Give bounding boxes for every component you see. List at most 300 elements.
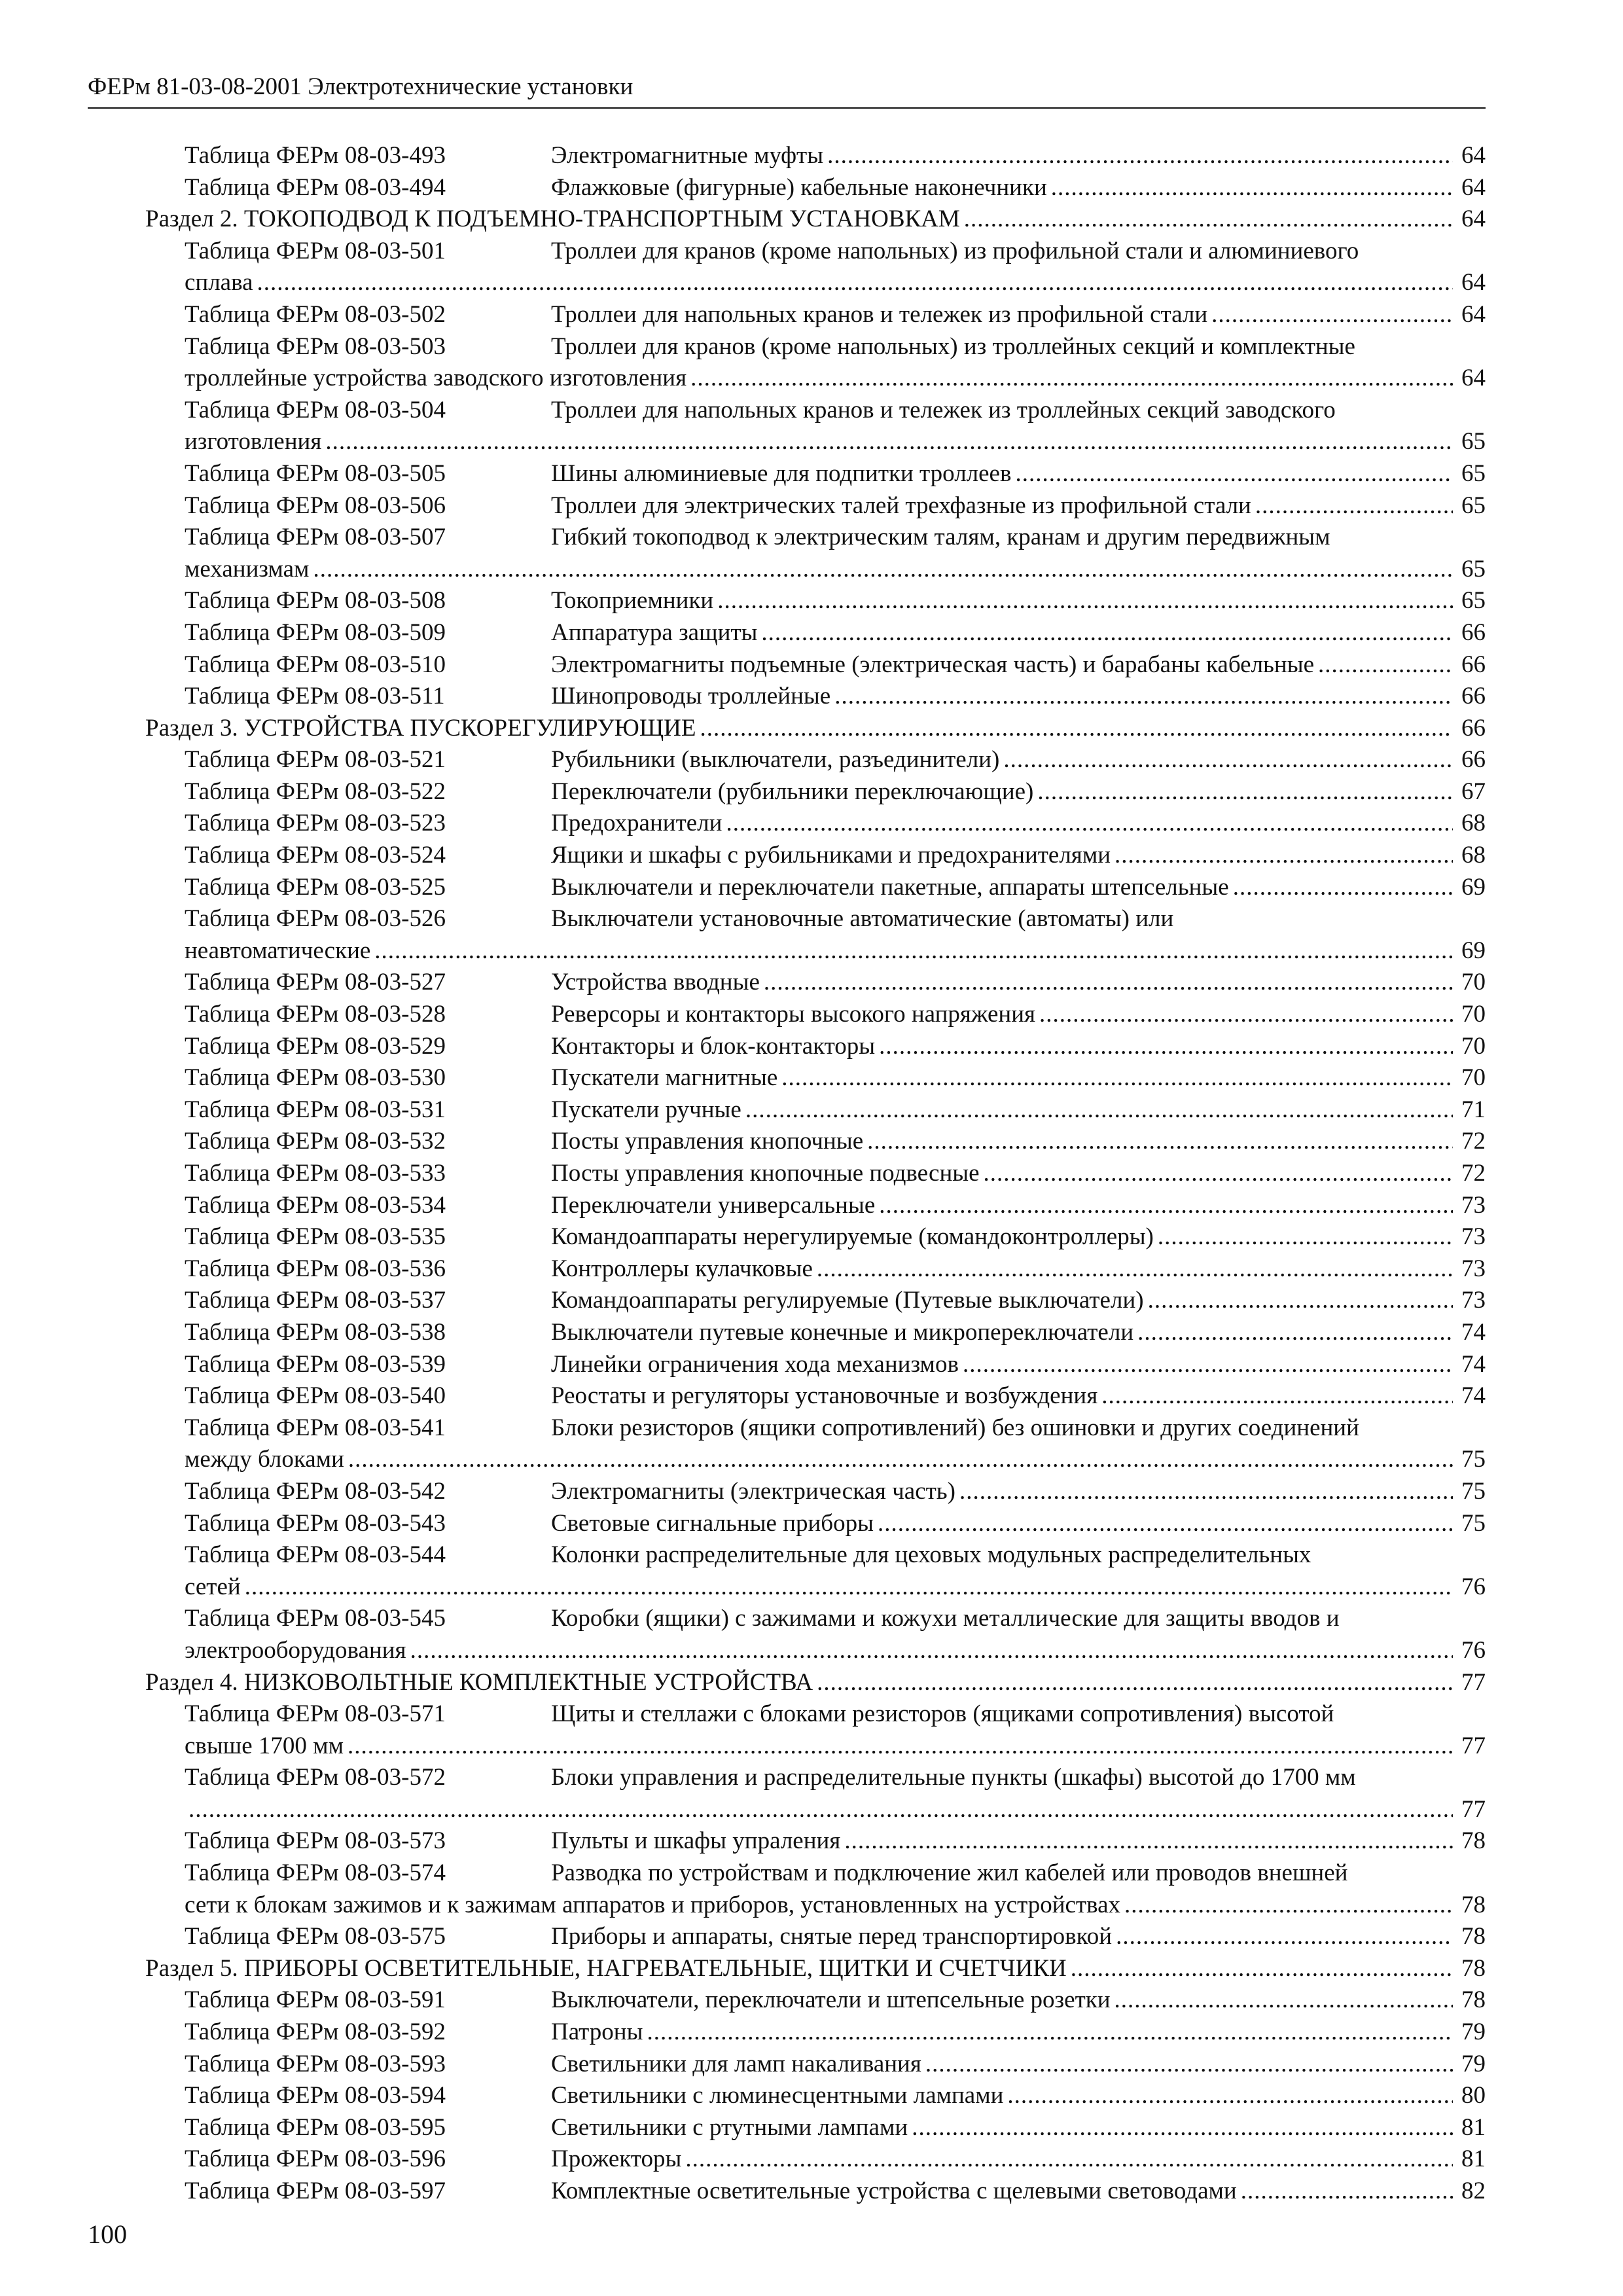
toc-entry[interactable] xyxy=(145,299,1486,331)
leader-dots xyxy=(999,744,1453,776)
table-ref: Таблица ФЕРм 08-03-534 xyxy=(185,1191,446,1219)
toc-fill xyxy=(551,140,1453,172)
entry-title: Светильники для ламп накаливания xyxy=(551,2050,921,2077)
page-ref: 82 xyxy=(1461,2178,1486,2204)
entry-title: Шинопроводы троллейные xyxy=(551,683,831,710)
entry-title-continued: неавтоматические xyxy=(185,937,371,964)
entry-title: Электромагнитные муфты xyxy=(551,142,824,169)
toc-fill xyxy=(551,1190,1453,1222)
toc-entry[interactable] xyxy=(145,1349,1486,1381)
running-header xyxy=(88,71,1486,109)
toc-fill xyxy=(551,2176,1453,2208)
toc-entry[interactable] xyxy=(145,2112,1486,2144)
entry-title: Аппаратура защиты xyxy=(551,619,758,646)
leader-dots xyxy=(777,1062,1453,1094)
entry-title-continued: электрооборудования xyxy=(185,1636,406,1664)
entry-title: Командоаппараты нерегулируемые (командоконтроллеры) xyxy=(551,1223,1154,1251)
table-ref: Таблица ФЕРм 08-03-531 xyxy=(185,1096,446,1123)
toc-fill xyxy=(551,1412,1486,1444)
toc-entry[interactable] xyxy=(145,1890,1486,1922)
toc-entry[interactable] xyxy=(145,2049,1486,2081)
toc-fill xyxy=(551,903,1486,935)
table-ref: Таблица ФЕРм 08-03-572 xyxy=(185,1764,446,1791)
toc-entry[interactable] xyxy=(145,1221,1486,1253)
leader-dots xyxy=(344,1731,1453,1763)
page-ref: 79 xyxy=(1461,2018,1486,2046)
page-ref: 78 xyxy=(1461,1954,1486,1982)
toc-entry[interactable] xyxy=(145,1698,1486,1731)
toc-fill xyxy=(551,2080,1453,2112)
toc-fill xyxy=(551,1603,1486,1635)
table-ref: Таблица ФЕРм 08-03-540 xyxy=(185,1382,446,1410)
toc-entry[interactable] xyxy=(145,1031,1486,1063)
table-ref: Таблица ФЕРм 08-03-542 xyxy=(185,1477,446,1505)
entry-title: Троллеи для напольных кранов и тележек из профильной стали xyxy=(551,300,1208,328)
leader-dots xyxy=(1251,490,1453,522)
table-ref: Таблица ФЕРм 08-03-502 xyxy=(185,300,446,328)
toc-fill xyxy=(551,1317,1453,1349)
toc-fill xyxy=(551,1476,1453,1508)
table-ref: Таблица ФЕРм 08-03-522 xyxy=(185,778,446,805)
toc-section[interactable] xyxy=(145,1953,1486,1985)
leader-dots xyxy=(813,1253,1453,1285)
toc-fill xyxy=(551,872,1453,904)
table-ref: Таблица ФЕРм 08-03-528 xyxy=(185,1001,446,1028)
entry-title: Троллеи для кранов (кроме напольных) из профильной стали и алюминиевого xyxy=(551,237,1359,264)
table-ref: Таблица ФЕРм 08-03-544 xyxy=(185,1541,446,1569)
toc-entry[interactable] xyxy=(145,1062,1486,1094)
page-ref: 64 xyxy=(1461,173,1486,201)
page-number: 100 xyxy=(88,2219,127,2249)
table-ref: Таблица ФЕРм 08-03-530 xyxy=(185,1064,446,1092)
page-ref: 70 xyxy=(1461,969,1486,996)
table-ref: Таблица ФЕРм 08-03-571 xyxy=(185,1700,446,1728)
table-ref: Таблица ФЕРм 08-03-501 xyxy=(185,237,446,264)
toc-entry[interactable] xyxy=(145,490,1486,522)
entry-title: Троллеи для кранов (кроме напольных) из троллейных секций и комплектные xyxy=(551,332,1355,360)
toc-fill xyxy=(551,1253,1453,1285)
toc-fill xyxy=(551,1031,1453,1063)
leader-dots xyxy=(908,2112,1453,2144)
toc-entry[interactable] xyxy=(145,1794,1486,1826)
table-ref: Таблица ФЕРм 08-03-536 xyxy=(185,1255,446,1282)
toc-entry[interactable] xyxy=(145,331,1486,363)
page-ref: 75 xyxy=(1461,1477,1486,1505)
toc-entry[interactable] xyxy=(145,1603,1486,1635)
entry-title: Прожекторы xyxy=(551,2145,682,2173)
page-ref: 65 xyxy=(1461,492,1486,519)
page-ref: 70 xyxy=(1461,1064,1486,1092)
entry-title: Ящики и шкафы с рубильниками и предохранителями xyxy=(551,842,1111,869)
leader-dots xyxy=(1133,1317,1453,1349)
table-ref: Таблица ФЕРм 08-03-503 xyxy=(185,332,446,360)
leader-dots xyxy=(875,1031,1453,1063)
leader-dots xyxy=(921,2049,1453,2081)
toc-entry[interactable] xyxy=(145,1508,1486,1540)
page-ref: 72 xyxy=(1461,1128,1486,1155)
page-ref: 66 xyxy=(1461,683,1486,710)
leader-dots xyxy=(863,1126,1453,1158)
toc-section[interactable] xyxy=(145,1667,1486,1699)
toc-fill xyxy=(551,1508,1453,1540)
leader-dots xyxy=(321,426,1453,458)
page-ref: 69 xyxy=(1461,873,1486,901)
entry-title: Шины алюминиевые для подпитки троллеев xyxy=(551,459,1012,487)
table-ref: Таблица ФЕРм 08-03-533 xyxy=(185,1160,446,1187)
toc-section[interactable] xyxy=(145,204,1486,236)
leader-dots xyxy=(959,1349,1453,1381)
table-ref: Таблица ФЕРм 08-03-494 xyxy=(185,173,446,201)
table-ref: Таблица ФЕРм 08-03-505 xyxy=(185,459,446,487)
entry-title: Предохранители xyxy=(551,810,722,837)
leader-dots xyxy=(643,2017,1453,2049)
table-ref: Таблица ФЕРм 08-03-595 xyxy=(185,2113,446,2141)
page-ref: 78 xyxy=(1461,1891,1486,1918)
toc-fill xyxy=(145,713,1453,745)
toc-fill xyxy=(551,1539,1486,1571)
toc-fill xyxy=(145,1953,1453,1985)
toc-entry[interactable] xyxy=(145,1539,1486,1571)
leader-dots xyxy=(1120,1890,1453,1922)
toc-fill xyxy=(185,363,1453,395)
leader-dots xyxy=(309,554,1453,586)
leader-dots xyxy=(1237,2176,1453,2208)
toc-fill xyxy=(185,1635,1453,1667)
toc-fill xyxy=(185,554,1453,586)
entry-title: Рубильники (выключатели, разъединители) xyxy=(551,746,1000,774)
toc-entry[interactable] xyxy=(145,2017,1486,2049)
page-ref: 66 xyxy=(1461,714,1486,742)
table-of-contents xyxy=(145,140,1486,2208)
page-ref: 73 xyxy=(1461,1191,1486,1219)
page-ref: 71 xyxy=(1461,1096,1486,1123)
page-ref: 64 xyxy=(1461,365,1486,392)
table-ref: Таблица ФЕРм 08-03-529 xyxy=(185,1032,446,1060)
table-ref: Таблица ФЕРм 08-03-545 xyxy=(185,1605,446,1632)
toc-entry[interactable] xyxy=(145,935,1486,967)
page-ref: 70 xyxy=(1461,1001,1486,1028)
page-ref: 64 xyxy=(1461,142,1486,169)
table-ref: Таблица ФЕРм 08-03-525 xyxy=(185,873,446,901)
page-ref: 75 xyxy=(1461,1509,1486,1537)
toc-fill xyxy=(551,840,1453,872)
leader-dots xyxy=(840,1825,1453,1857)
toc-entry[interactable] xyxy=(145,458,1486,490)
table-ref: Таблица ФЕРм 08-03-597 xyxy=(185,2178,446,2204)
entry-title: Переключатели универсальные xyxy=(551,1191,876,1219)
page-ref: 78 xyxy=(1461,1986,1486,2014)
entry-title: Пускатели ручные xyxy=(551,1096,741,1123)
toc-entry[interactable] xyxy=(145,967,1486,999)
table-ref: Таблица ФЕРм 08-03-532 xyxy=(185,1128,446,1155)
table-ref: Таблица ФЕРм 08-03-594 xyxy=(185,2082,446,2109)
toc-fill xyxy=(551,1285,1453,1317)
leader-dots xyxy=(344,1444,1453,1476)
entry-title: Гибкий токоподвод к электрическим талям, кранам и другим передвижным xyxy=(551,524,1330,551)
leader-dots xyxy=(1314,649,1453,681)
toc-entry[interactable] xyxy=(145,426,1486,458)
toc-fill xyxy=(551,1349,1453,1381)
toc-fill xyxy=(551,172,1453,204)
toc-entry[interactable] xyxy=(145,172,1486,204)
toc-entry[interactable] xyxy=(145,999,1486,1031)
leader-dots xyxy=(1144,1285,1453,1317)
toc-entry[interactable] xyxy=(145,649,1486,681)
page-ref: 78 xyxy=(1461,1923,1486,1950)
table-ref: Таблица ФЕРм 08-03-541 xyxy=(185,1414,446,1441)
entry-title-continued: свыше 1700 мм xyxy=(185,1732,344,1759)
leader-dots xyxy=(253,267,1453,299)
toc-fill xyxy=(551,2144,1453,2176)
leader-dots xyxy=(696,713,1453,745)
page-ref: 76 xyxy=(1461,1636,1486,1664)
toc-entry[interactable] xyxy=(145,1285,1486,1317)
leader-dots xyxy=(955,1476,1453,1508)
page-ref: 68 xyxy=(1461,810,1486,837)
page-ref: 65 xyxy=(1461,587,1486,615)
leader-dots xyxy=(1003,2080,1453,2112)
toc-entry[interactable] xyxy=(145,1825,1486,1857)
leader-dots xyxy=(757,617,1453,649)
entry-title: Пульты и шкафы упраления xyxy=(551,1827,841,1855)
toc-entry[interactable] xyxy=(145,617,1486,649)
leader-dots xyxy=(1207,299,1453,331)
table-ref: Таблица ФЕРм 08-03-510 xyxy=(185,651,446,678)
page-ref: 65 xyxy=(1461,459,1486,487)
toc-entry[interactable] xyxy=(145,2176,1486,2208)
page-ref: 65 xyxy=(1461,555,1486,583)
entry-title: Выключатели путевые конечные и микропереключатели xyxy=(551,1318,1134,1346)
toc-fill xyxy=(551,458,1453,490)
entry-title: Контроллеры кулачковые xyxy=(551,1255,813,1282)
toc-fill xyxy=(551,999,1453,1031)
entry-title: Реостаты и регуляторы установочные и возбуждения xyxy=(551,1382,1098,1410)
entry-title: Флажковые (фигурные) кабельные наконечники xyxy=(551,173,1047,201)
leader-dots xyxy=(1033,776,1453,808)
toc-entry[interactable] xyxy=(145,872,1486,904)
toc-fill xyxy=(551,1921,1453,1953)
toc-entry[interactable] xyxy=(145,1571,1486,1604)
toc-fill xyxy=(551,1984,1453,2017)
toc-fill xyxy=(551,1062,1453,1094)
toc-entry[interactable] xyxy=(145,1094,1486,1126)
leader-dots xyxy=(185,1794,1453,1826)
toc-fill xyxy=(551,967,1453,999)
toc-entry[interactable] xyxy=(145,554,1486,586)
toc-entry[interactable] xyxy=(145,840,1486,872)
page-ref: 66 xyxy=(1461,619,1486,646)
toc-entry[interactable] xyxy=(145,1317,1486,1349)
table-ref: Таблица ФЕРм 08-03-506 xyxy=(185,492,446,519)
toc-entry[interactable] xyxy=(145,2144,1486,2176)
toc-fill xyxy=(185,1731,1453,1763)
toc-entry[interactable] xyxy=(145,267,1486,299)
table-ref: Таблица ФЕРм 08-03-509 xyxy=(185,619,446,646)
entry-title: Коробки (ящики) с зажимами и кожухи металлические для защиты вводов и xyxy=(551,1605,1340,1632)
leader-dots xyxy=(813,1667,1453,1699)
toc-entry[interactable] xyxy=(145,903,1486,935)
toc-fill xyxy=(551,2112,1453,2144)
toc-fill xyxy=(551,299,1453,331)
entry-title: Троллеи для напольных кранов и тележек из троллейных секций заводского xyxy=(551,396,1336,423)
page-ref: 70 xyxy=(1461,1032,1486,1060)
toc-fill xyxy=(185,1794,1453,1826)
table-ref: Таблица ФЕРм 08-03-591 xyxy=(185,1986,446,2014)
page-ref: 72 xyxy=(1461,1160,1486,1187)
toc-fill xyxy=(551,649,1453,681)
leader-dots xyxy=(1229,872,1453,904)
entry-title-continued: механизмам xyxy=(185,555,310,583)
leader-dots xyxy=(823,140,1453,172)
page-ref: 74 xyxy=(1461,1382,1486,1410)
toc-entry[interactable] xyxy=(145,744,1486,776)
entry-title-continued: сетей xyxy=(185,1573,241,1600)
page-ref: 78 xyxy=(1461,1827,1486,1855)
page-ref: 64 xyxy=(1461,269,1486,296)
entry-title: Командоаппараты регулируемые (Путевые выключатели) xyxy=(551,1287,1144,1314)
toc-fill xyxy=(551,490,1453,522)
page-ref: 80 xyxy=(1461,2082,1486,2109)
toc-fill xyxy=(551,331,1486,363)
toc-section[interactable] xyxy=(145,713,1486,745)
toc-fill xyxy=(185,1890,1453,1922)
entry-title-continued: сплава xyxy=(185,269,253,296)
toc-fill xyxy=(551,585,1453,617)
leader-dots xyxy=(1067,1953,1453,1985)
toc-fill xyxy=(551,236,1486,268)
header-title: ФЕРм 81-03-08-2001 Электротехнические установки xyxy=(88,73,633,100)
page-ref: 75 xyxy=(1461,1446,1486,1473)
entry-title: Линейки ограничения хода механизмов xyxy=(551,1350,959,1378)
entry-title: Пускатели магнитные xyxy=(551,1064,778,1092)
toc-entry[interactable] xyxy=(145,1126,1486,1158)
toc-entry[interactable] xyxy=(145,1476,1486,1508)
entry-title: Патроны xyxy=(551,2018,643,2046)
toc-fill xyxy=(551,2049,1453,2081)
leader-dots xyxy=(1154,1221,1453,1253)
toc-entry[interactable] xyxy=(145,1158,1486,1190)
entry-title-continued: между блоками xyxy=(185,1446,344,1473)
entry-title: Приборы и аппараты, снятые перед транспортировкой xyxy=(551,1923,1113,1950)
toc-fill xyxy=(551,2017,1453,2049)
table-ref: Таблица ФЕРм 08-03-592 xyxy=(185,2018,446,2046)
toc-entry[interactable] xyxy=(145,1190,1486,1222)
table-ref: Таблица ФЕРм 08-03-504 xyxy=(185,396,446,423)
entry-title: Выключатели и переключатели пакетные, аппараты штепсельные xyxy=(551,873,1229,901)
leader-dots xyxy=(1111,840,1453,872)
page-ref: 81 xyxy=(1461,2113,1486,2141)
toc-fill xyxy=(551,1158,1453,1190)
toc-entry[interactable] xyxy=(145,681,1486,713)
toc-entry[interactable] xyxy=(145,236,1486,268)
entry-title: Разводка по устройствам и подключение жил кабелей или проводов внешней xyxy=(551,1859,1348,1887)
toc-entry[interactable] xyxy=(145,363,1486,395)
page-ref: 74 xyxy=(1461,1318,1486,1346)
leader-dots xyxy=(241,1571,1453,1604)
toc-entry[interactable] xyxy=(145,1762,1486,1794)
leader-dots xyxy=(687,363,1453,395)
table-ref: Таблица ФЕРм 08-03-524 xyxy=(185,842,446,869)
leader-dots xyxy=(980,1158,1453,1190)
toc-entry[interactable] xyxy=(145,2080,1486,2112)
toc-entry[interactable] xyxy=(145,140,1486,172)
toc-fill xyxy=(551,681,1453,713)
toc-entry[interactable] xyxy=(145,1921,1486,1953)
table-ref: Таблица ФЕРм 08-03-511 xyxy=(185,683,445,710)
table-ref: Таблица ФЕРм 08-03-535 xyxy=(185,1223,446,1251)
toc-fill xyxy=(551,744,1453,776)
page-ref: 73 xyxy=(1461,1287,1486,1314)
table-ref: Таблица ФЕРм 08-03-526 xyxy=(185,905,446,933)
page-ref: 81 xyxy=(1461,2145,1486,2173)
table-ref: Таблица ФЕРм 08-03-543 xyxy=(185,1509,446,1537)
toc-entry[interactable] xyxy=(145,1253,1486,1285)
toc-fill xyxy=(551,1698,1486,1731)
toc-fill xyxy=(551,1825,1453,1857)
toc-entry[interactable] xyxy=(145,776,1486,808)
toc-entry[interactable] xyxy=(145,1412,1486,1444)
table-ref: Таблица ФЕРм 08-03-521 xyxy=(185,746,446,774)
entry-title: Щиты и стеллажи с блоками резисторов (ящиками сопротивления) высотой xyxy=(551,1700,1334,1728)
page-ref: 73 xyxy=(1461,1223,1486,1251)
entry-title: Комплектные осветительные устройства с щелевыми световодами xyxy=(551,2178,1237,2204)
leader-dots xyxy=(875,1190,1453,1222)
toc-entry[interactable] xyxy=(145,1635,1486,1667)
toc-fill xyxy=(185,1571,1453,1604)
section-title: Раздел 2. ТОКОПОДВОД К ПОДЪЕМНО-ТРАНСПОРТНЫМ УСТАНОВКАМ xyxy=(145,206,960,233)
leader-dots xyxy=(722,808,1453,840)
entry-title: Токоприемники xyxy=(551,587,714,615)
toc-entry[interactable] xyxy=(145,395,1486,427)
toc-fill xyxy=(145,1667,1453,1699)
leader-dots xyxy=(960,204,1453,236)
leader-dots xyxy=(874,1508,1453,1540)
toc-entry[interactable] xyxy=(145,522,1486,554)
entry-title: Блоки резисторов (ящики сопротивлений) без ошиновки и других соединений xyxy=(551,1414,1359,1441)
entry-title-continued: троллейные устройства заводского изготовления xyxy=(185,365,687,392)
leader-dots xyxy=(741,1094,1453,1126)
leader-dots xyxy=(1011,458,1453,490)
table-ref: Таблица ФЕРм 08-03-508 xyxy=(185,587,446,615)
leader-dots xyxy=(370,935,1453,967)
toc-entry[interactable] xyxy=(145,808,1486,840)
toc-fill xyxy=(551,1380,1453,1412)
leader-dots xyxy=(713,585,1453,617)
toc-fill xyxy=(551,776,1453,808)
entry-title: Светильники с люминесцентными лампами xyxy=(551,2082,1004,2109)
table-ref: Таблица ФЕРм 08-03-574 xyxy=(185,1859,446,1887)
toc-fill xyxy=(145,204,1453,236)
toc-fill xyxy=(551,1221,1453,1253)
toc-fill xyxy=(551,1762,1486,1794)
toc-entry[interactable] xyxy=(145,1444,1486,1476)
page-ref: 66 xyxy=(1461,746,1486,774)
page-ref: 66 xyxy=(1461,651,1486,678)
toc-fill xyxy=(551,1857,1486,1890)
section-title: Раздел 5. ПРИБОРЫ ОСВЕТИТЕЛЬНЫЕ, НАГРЕВАТЕЛЬНЫЕ, ЩИТКИ И СЧЕТЧИКИ xyxy=(145,1954,1067,1982)
toc-entry[interactable] xyxy=(145,1857,1486,1890)
toc-entry[interactable] xyxy=(145,1984,1486,2017)
table-ref: Таблица ФЕРм 08-03-507 xyxy=(185,524,446,551)
toc-entry[interactable] xyxy=(145,1731,1486,1763)
toc-entry[interactable] xyxy=(145,585,1486,617)
page-ref: 64 xyxy=(1461,206,1486,233)
page-ref: 74 xyxy=(1461,1350,1486,1378)
entry-title: Световые сигнальные приборы xyxy=(551,1509,874,1537)
leader-dots xyxy=(1112,1921,1453,1953)
toc-entry[interactable] xyxy=(145,1380,1486,1412)
entry-title-continued: изготовления xyxy=(185,428,322,456)
